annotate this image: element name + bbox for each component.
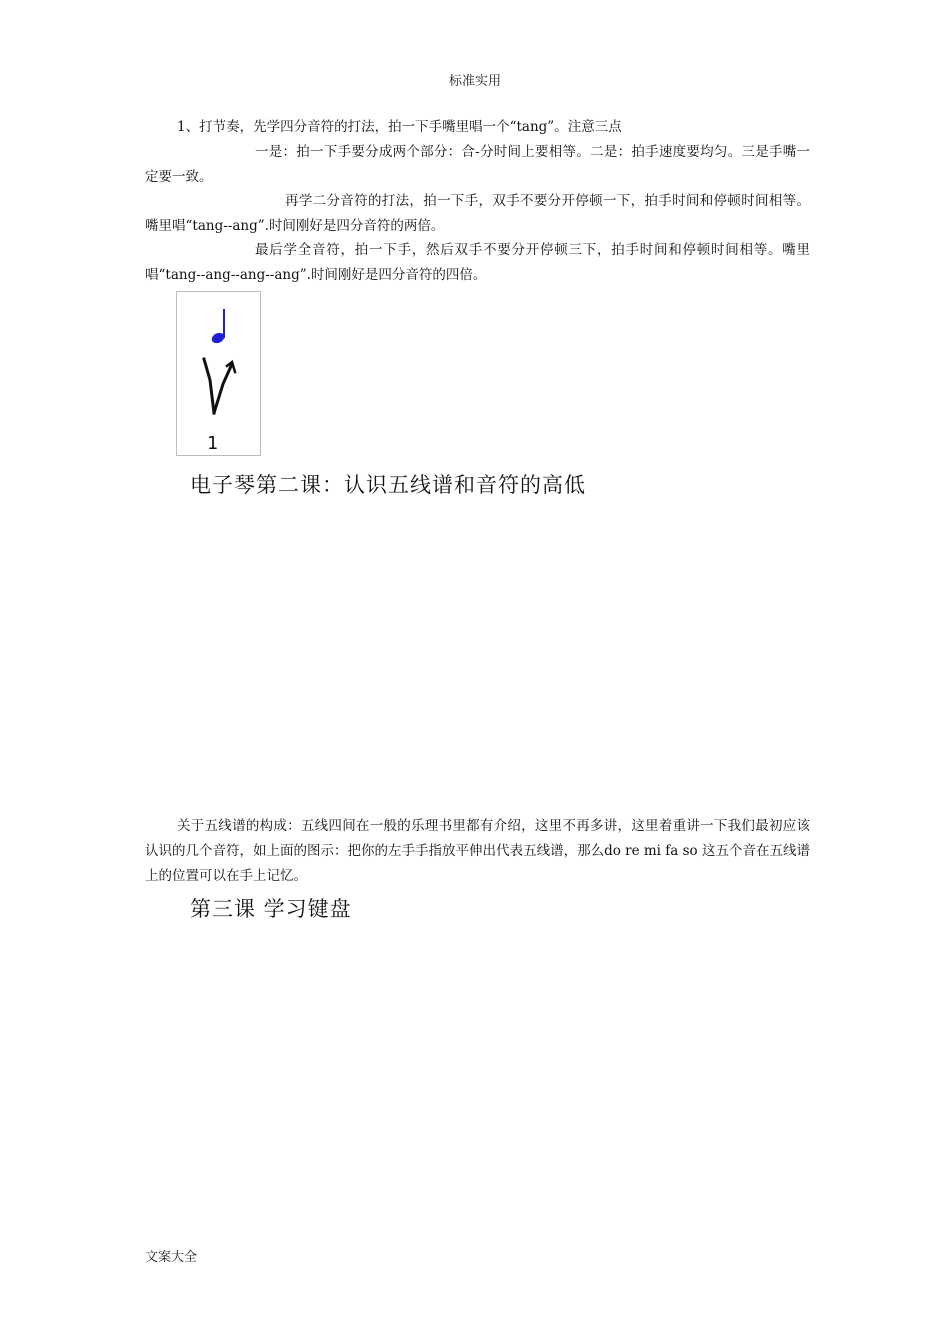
page-header: 标准实用 [448,74,501,89]
lesson2-heading: 电子琴第二课：认识五线谱和音符的高低 [190,473,586,497]
paragraph-whole-note: 最后学全音符，拍一下手，然后双手不要分开停顿三下，拍手时间和停顿时间相等。嘴里唱“tang--ang--ang--ang”.时间刚好是四分音符的四倍。 [145,242,810,283]
page-footer: 文案大全 [145,1250,198,1265]
lesson3-heading: 第三课 学习键盘 [190,897,352,921]
paragraph-half-note: 再学二分音符的打法，拍一下手，双手不要分开停顿一下，拍手时间和停顿时间相等。嘴里唱“tang--ang”.时间刚好是四分音符的两倍。 [145,193,810,234]
paragraph-rhythm-intro: 1、打节奏，先学四分音符的打法，拍一下手嘴里唱一个“tang”。注意三点 [177,119,622,135]
quarter-note-beat-diagram [177,292,260,455]
paragraph-three-points: 一是：拍一下手要分成两个部分：合-分时间上要相等。二是：拍手速度要均匀。三是手嘴一定要一致。 [145,144,810,185]
beat-count-label: 1 [207,433,218,454]
clap-mark-icon [204,359,235,413]
paragraph-staff-intro: 关于五线谱的构成：五线四间在一般的乐理书里都有介绍，这里不再多讲，这里着重讲一下我们最初应该认识的几个音符，如上面的图示：把你的左手手指放平伸出代表五线谱，那么do re mi fa so 这五个音在五线谱上的位置可以在手上记忆。 [145,818,810,884]
quarter-note-figure [176,291,261,456]
quarter-note-icon [210,309,226,345]
